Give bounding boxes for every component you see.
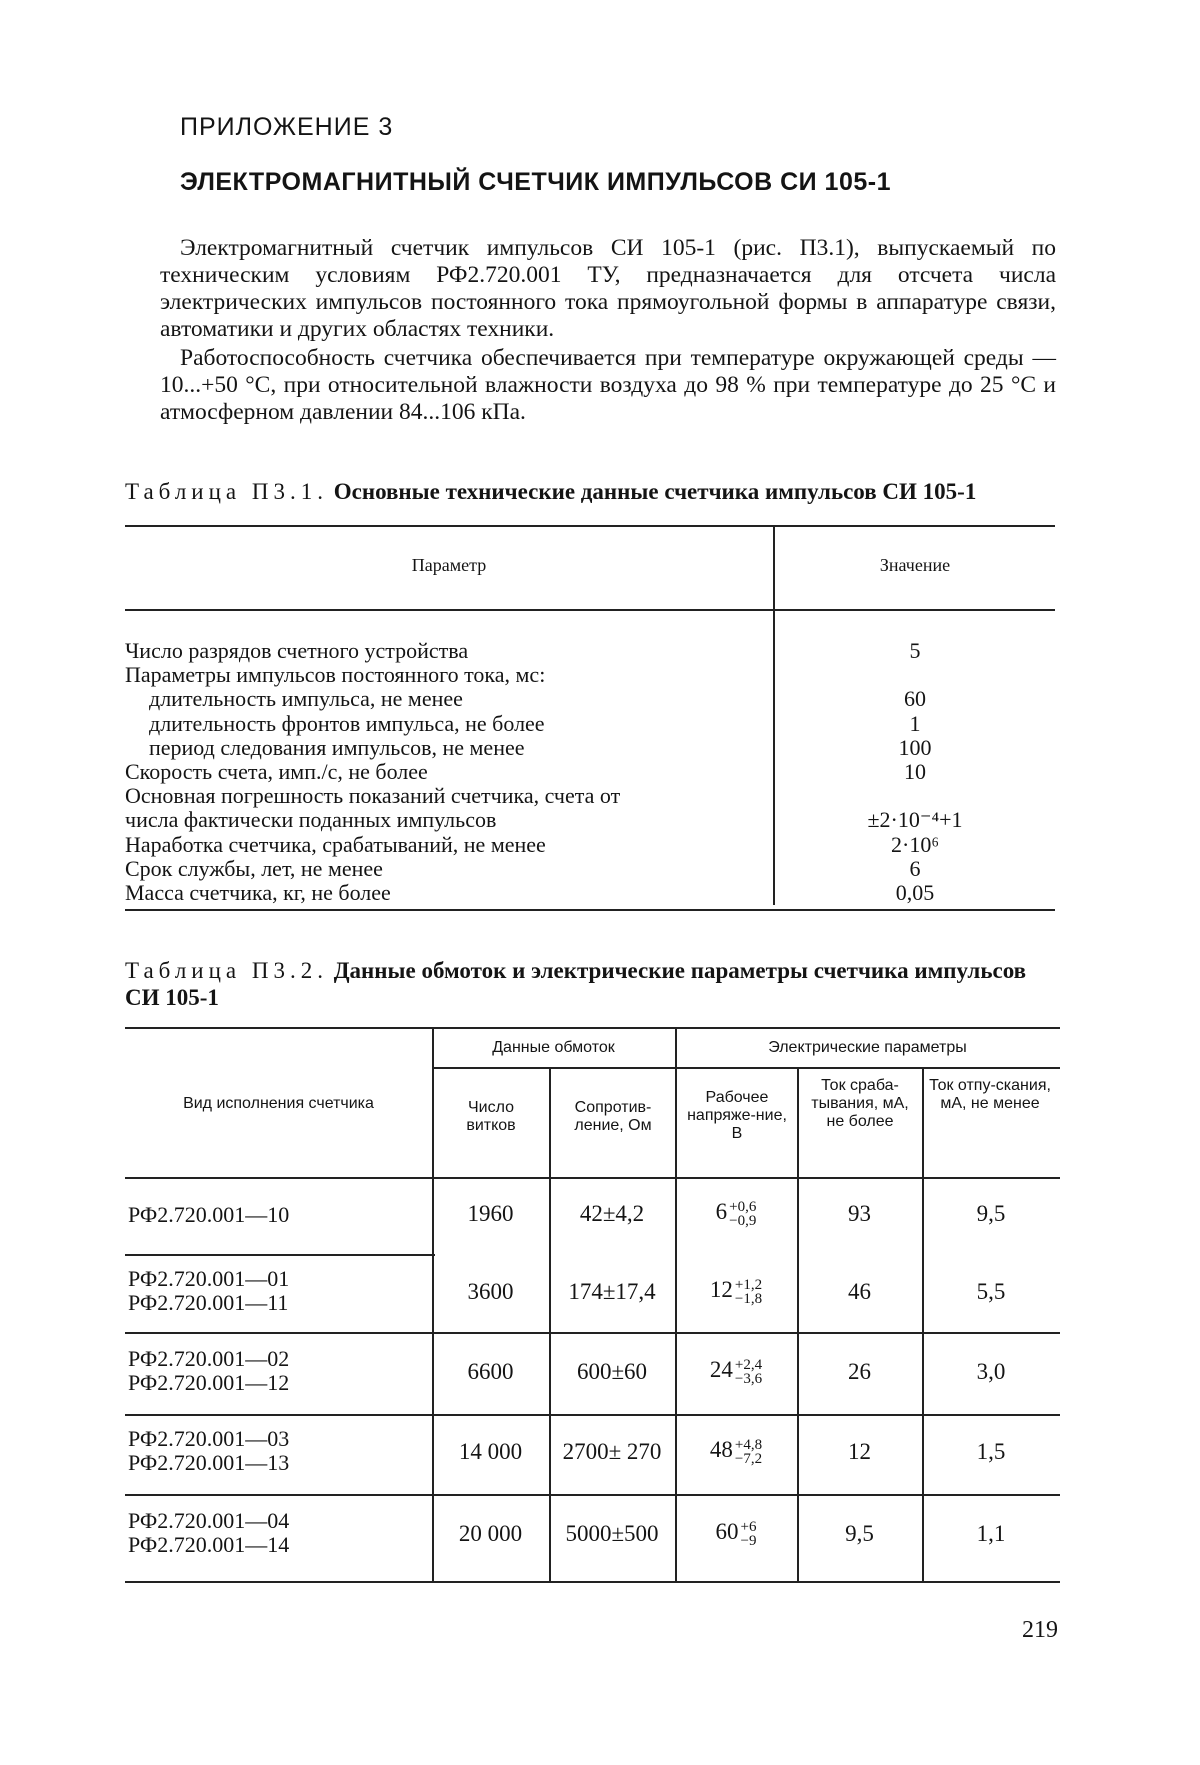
voltage-nominal: 60 bbox=[715, 1519, 739, 1544]
voltage-tolerance bbox=[741, 1520, 757, 1548]
variant-code: РФ2.720.001—02 bbox=[128, 1346, 290, 1371]
turns-cell: 14 000 bbox=[458, 1439, 523, 1464]
table1 bbox=[125, 525, 1055, 911]
tolerance-lower: −7,2 bbox=[734, 1450, 763, 1467]
value-cell: 1 bbox=[909, 710, 921, 736]
table2-header-rule bbox=[125, 1177, 1060, 1179]
table2-divider bbox=[549, 1069, 551, 1583]
param-cell: длительность фронтов импульса, не более bbox=[149, 711, 545, 736]
header-electric-group: Электрические параметры bbox=[768, 1039, 967, 1056]
page-number: 219 bbox=[1022, 1617, 1058, 1643]
value-cell: 0,05 bbox=[895, 879, 935, 905]
variant-cell bbox=[128, 1509, 289, 1557]
voltage-cell bbox=[675, 1437, 797, 1466]
table-row bbox=[125, 736, 1055, 760]
variant-code: РФ2.720.001—11 bbox=[128, 1290, 289, 1315]
voltage-nominal: 6 bbox=[715, 1199, 728, 1224]
tolerance-upper: +2,4 bbox=[734, 1356, 763, 1373]
release-cell: 1,1 bbox=[976, 1521, 1006, 1546]
turns-cell: 3600 bbox=[467, 1279, 514, 1304]
release-cell: 3,0 bbox=[976, 1359, 1006, 1384]
param-cell: период следования импульсов, не менее bbox=[149, 735, 525, 760]
table-row bbox=[125, 712, 1055, 736]
table1-header-param: Параметр bbox=[411, 555, 487, 575]
table-row bbox=[125, 808, 1055, 832]
tolerance-lower: −3,6 bbox=[734, 1370, 763, 1387]
voltage-tolerance bbox=[729, 1200, 756, 1228]
tolerance-upper: +4,8 bbox=[734, 1436, 763, 1453]
table-row bbox=[125, 687, 1055, 711]
variant-cell bbox=[128, 1267, 289, 1315]
table2-divider bbox=[432, 1027, 434, 1583]
tolerance-lower: −0,9 bbox=[729, 1212, 757, 1229]
voltage-cell bbox=[675, 1357, 797, 1386]
resistance-cell: 174±17,4 bbox=[568, 1279, 656, 1304]
pickup-cell: 9,5 bbox=[845, 1521, 874, 1546]
tolerance-upper: +0,6 bbox=[729, 1198, 757, 1215]
conditions-paragraph: Работоспособность счетчика обеспечивается при температуре окружающей среды —10...+50 °С, при относительной влажности воздуха до 98 % при температуре до 25 °С и атмосферном давлении 84...106 кПа. bbox=[160, 345, 1056, 425]
table2-divider bbox=[797, 1069, 799, 1583]
param-cell: Скорость счета, имп./с, не более bbox=[125, 759, 428, 784]
table1-caption bbox=[125, 478, 1060, 505]
release-cell: 9,5 bbox=[976, 1201, 1006, 1226]
row-separator bbox=[125, 1414, 1060, 1416]
value-cell: 100 bbox=[898, 734, 932, 760]
param-cell: Параметры импульсов постоянного тока, мс: bbox=[125, 663, 546, 688]
tolerance-lower: −1,8 bbox=[734, 1290, 763, 1307]
table2-divider bbox=[922, 1069, 924, 1583]
value-cell: 10 bbox=[904, 758, 926, 784]
param-cell: Основная погрешность показаний счетчика, счета от bbox=[125, 784, 621, 809]
table1-title: Основные технические данные счетчика импульсов СИ 105-1 bbox=[333, 479, 977, 504]
table1-label: Таблица П3.1. bbox=[125, 479, 328, 504]
header-variant: Вид исполнения счетчика bbox=[183, 1095, 374, 1112]
table-row bbox=[125, 881, 1055, 905]
voltage-cell bbox=[675, 1277, 797, 1306]
variant-code: РФ2.720.001—01 bbox=[128, 1266, 290, 1291]
value-cell: 2·10⁶ bbox=[891, 831, 939, 857]
param-cell: Наработка счетчика, срабатываний, не менее bbox=[125, 832, 546, 857]
voltage-cell bbox=[675, 1519, 797, 1548]
variant-code: РФ2.720.001—14 bbox=[128, 1532, 290, 1557]
resistance-cell: 42±4,2 bbox=[579, 1201, 645, 1226]
document-title: ЭЛЕКТРОМАГНИТНЫЙ СЧЕТЧИК ИМПУЛЬСОВ СИ 105-1 bbox=[180, 168, 892, 196]
table1-header bbox=[125, 525, 1055, 611]
header-turns: Число витков bbox=[466, 1099, 516, 1134]
pickup-cell: 26 bbox=[848, 1359, 871, 1384]
table2-caption bbox=[125, 957, 1060, 1011]
header-voltage: Рабочее напряже-ние, В bbox=[687, 1089, 787, 1142]
table-row bbox=[125, 857, 1055, 881]
table2 bbox=[125, 1027, 1060, 1583]
turns-cell: 20 000 bbox=[458, 1521, 523, 1546]
row-separator bbox=[125, 1332, 1060, 1334]
voltage-nominal: 24 bbox=[709, 1357, 733, 1382]
variant-cell bbox=[128, 1427, 289, 1475]
table-row bbox=[125, 784, 1055, 808]
table-row bbox=[125, 760, 1055, 784]
pickup-cell: 93 bbox=[848, 1201, 871, 1226]
pickup-cell: 46 bbox=[848, 1279, 871, 1304]
variant-code: РФ2.720.001—12 bbox=[128, 1370, 290, 1395]
table2-group-rule bbox=[432, 1067, 1060, 1069]
appendix-heading: ПРИЛОЖЕНИЕ 3 bbox=[180, 113, 394, 141]
table2-label: Таблица П3.2. bbox=[125, 958, 328, 983]
voltage-cell bbox=[675, 1199, 797, 1228]
table2-top-rule bbox=[125, 1027, 1060, 1029]
value-cell bbox=[775, 784, 1055, 808]
value-cell bbox=[775, 663, 1055, 687]
voltage-tolerance bbox=[735, 1438, 762, 1466]
table-row bbox=[125, 833, 1055, 857]
voltage-nominal: 48 bbox=[709, 1437, 733, 1462]
value-cell: ±2·10⁻⁴+1 bbox=[867, 807, 963, 833]
header-pickup-current: Ток сраба-тывания, мА, не более bbox=[811, 1077, 909, 1130]
table2-bottom-rule bbox=[125, 1581, 1060, 1583]
tolerance-upper: +1,2 bbox=[734, 1276, 763, 1293]
table-row bbox=[125, 639, 1055, 663]
resistance-cell: 5000±500 bbox=[565, 1521, 659, 1546]
variant-code: РФ2.720.001—03 bbox=[128, 1426, 290, 1451]
variant-cell bbox=[128, 1347, 289, 1395]
voltage-tolerance bbox=[735, 1278, 762, 1306]
pickup-cell: 12 bbox=[848, 1439, 871, 1464]
value-cell: 60 bbox=[904, 686, 926, 712]
header-windings-group: Данные обмоток bbox=[492, 1039, 615, 1056]
param-cell: Число разрядов счетного устройства bbox=[125, 639, 469, 663]
variant-code: РФ2.720.001—04 bbox=[128, 1508, 290, 1533]
voltage-tolerance bbox=[735, 1358, 762, 1386]
table1-body bbox=[125, 611, 1055, 911]
value-cell: 5 bbox=[909, 638, 921, 663]
release-cell: 5,5 bbox=[976, 1279, 1006, 1304]
turns-cell: 6600 bbox=[467, 1359, 514, 1384]
param-cell: Срок службы, лет, не менее bbox=[125, 856, 383, 881]
resistance-cell: 600±60 bbox=[576, 1359, 648, 1384]
variant-cell: РФ2.720.001—10 bbox=[128, 1202, 290, 1227]
param-cell: числа фактически поданных импульсов bbox=[125, 808, 497, 833]
param-cell: Масса счетчика, кг, не более bbox=[125, 880, 391, 905]
header-release-current: Ток отпу-скания, мА, не менее bbox=[929, 1077, 1051, 1112]
row-separator bbox=[125, 1494, 1060, 1496]
voltage-nominal: 12 bbox=[709, 1277, 733, 1302]
header-resistance: Сопротив-ление, Ом bbox=[574, 1099, 652, 1134]
table1-header-value: Значение bbox=[879, 555, 951, 575]
intro-paragraph: Электромагнитный счетчик импульсов СИ 105-1 (рис. П3.1), выпускаемый по техническим условиям РФ2.720.001 ТУ, предназначается для отсчета числа электрических импульсов постоянного тока прямоугольной формы в аппаратуре связи, автоматики и других областях техники. bbox=[160, 235, 1056, 342]
row-separator bbox=[125, 1254, 435, 1256]
tolerance-upper: +6 bbox=[740, 1518, 757, 1535]
param-cell: длительность импульса, не менее bbox=[149, 687, 463, 712]
variant-code: РФ2.720.001—13 bbox=[128, 1450, 290, 1475]
release-cell: 1,5 bbox=[976, 1439, 1006, 1464]
value-cell: 6 bbox=[909, 855, 921, 881]
table2-title: Данные обмоток и электрические параметры счетчика импульсов СИ 105-1 bbox=[125, 958, 1027, 1010]
resistance-cell: 2700± 270 bbox=[562, 1439, 662, 1464]
turns-cell: 1960 bbox=[467, 1201, 514, 1226]
table-row bbox=[125, 663, 1055, 687]
tolerance-lower: −9 bbox=[740, 1532, 757, 1549]
